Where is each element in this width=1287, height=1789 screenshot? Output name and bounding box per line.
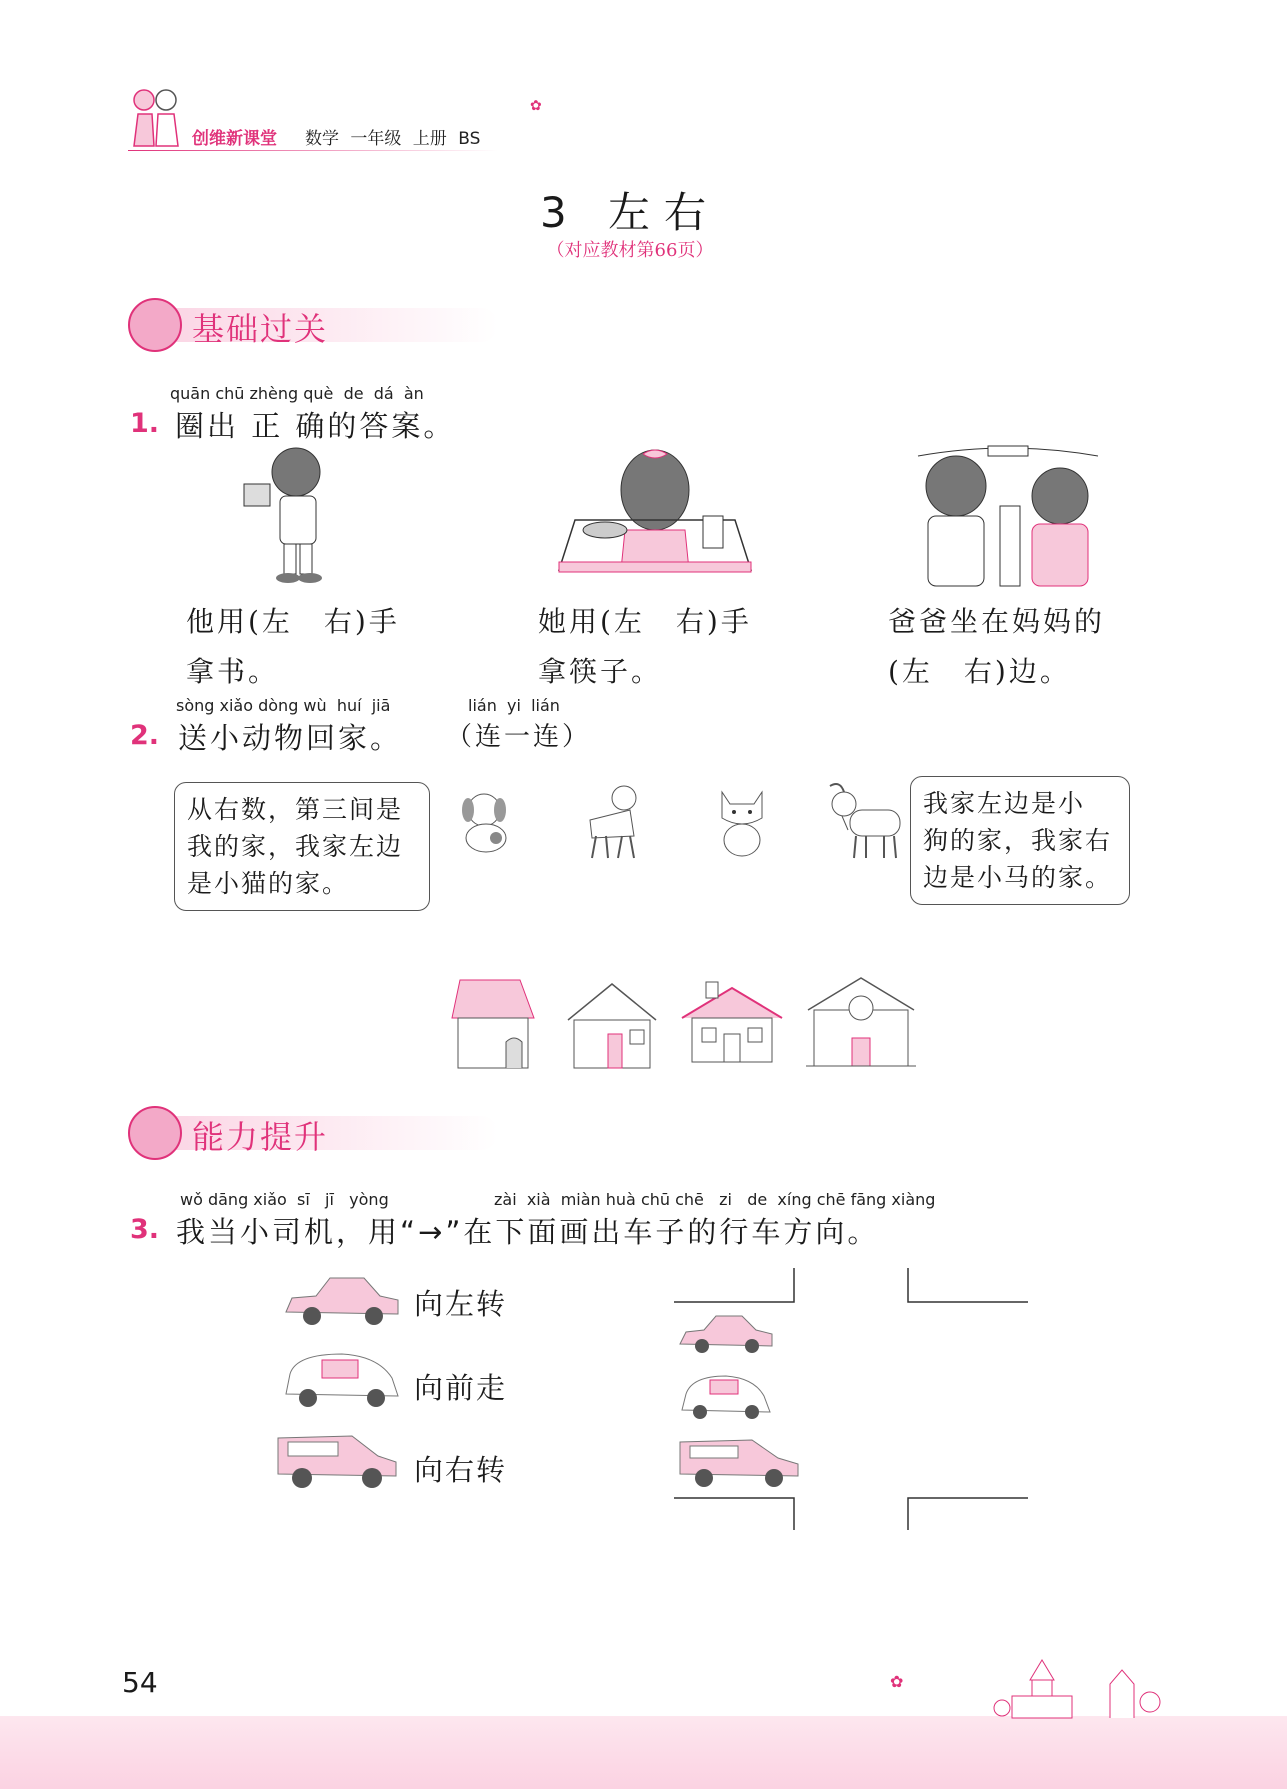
q1-item-1 (186, 597, 400, 697)
horse-icon[interactable] (578, 780, 648, 860)
q3-number: 3. (130, 1214, 160, 1245)
section-basic (128, 298, 508, 348)
girl-eating-illustration (555, 446, 755, 584)
girl-avatar-icon (128, 1106, 182, 1160)
bubble-right-line1: 我家左边是小 (923, 789, 1086, 818)
bubble-left-line3: 是小猫的家。 (187, 869, 350, 898)
sedan-icon (282, 1272, 402, 1328)
page-title: 3 左右 (539, 188, 721, 237)
q2-pinyin: sòng xiǎo dòng wù huí jiā (176, 696, 391, 715)
parents-in-car-illustration (908, 446, 1108, 592)
q3-pinyin: wǒ dāng xiǎo sī jī yòng (180, 1190, 389, 1209)
road-sedan-icon (678, 1312, 774, 1356)
bubble-left-line1: 从右数，第三间是 (187, 795, 404, 824)
section-advanced-label: 能力提升 (192, 1118, 329, 1156)
castle-decoration-icon (990, 1650, 1170, 1720)
car-label-left: 向左转 (414, 1287, 508, 1321)
house-2-icon[interactable] (566, 982, 658, 1070)
bubble-left (174, 782, 430, 911)
q2-text-2: （连一连） (446, 722, 592, 752)
q1-number: 1. (130, 408, 160, 439)
q1-text: 圈出 正 确的答案。 (175, 409, 456, 443)
car-label-right: 向右转 (414, 1453, 508, 1487)
q1-item-1-line2: 拿书。 (186, 655, 280, 688)
dog-icon[interactable] (456, 790, 516, 856)
q2-number: 2. (130, 720, 160, 751)
house-4-icon[interactable] (806, 976, 916, 1068)
car-label-forward: 向前走 (414, 1371, 508, 1405)
header-subject: 数学 一年级 上册 BS (305, 129, 481, 149)
q2-text: 送小动物回家。 (178, 721, 403, 755)
footer-band (0, 1716, 1287, 1789)
house-3-icon[interactable] (680, 982, 784, 1070)
q3-pinyin-2: zài xià miàn huà chū chē zi de xíng chē fāng xiàng (494, 1190, 936, 1209)
q1-item-3-line1: 爸爸坐在妈妈的 (888, 605, 1106, 638)
hatchback-icon (282, 1350, 402, 1412)
q1-item-1-line1[interactable]: 他用(左 右)手 (186, 605, 400, 638)
q1-item-2-line1[interactable]: 她用(左 右)手 (538, 605, 752, 638)
section-advanced (128, 1106, 508, 1156)
q1-item-3 (888, 597, 1105, 697)
q3-text: 我当小司机，用“→”在下面画出车子的行车方向。 (176, 1215, 880, 1249)
bubble-right-line2: 狗的家，我家右 (923, 826, 1113, 855)
q2-pinyin-2: lián yi lián (468, 696, 560, 715)
q1-item-2 (538, 597, 752, 697)
header-logo-icon (128, 86, 182, 148)
cat-icon[interactable] (712, 784, 772, 858)
q1-item-2-line2: 拿筷子。 (538, 655, 663, 688)
bubble-right (910, 776, 1130, 905)
q1-pinyin: quān chū zhèng què de dá àn (170, 384, 424, 403)
bubble-left-line2: 我的家，我家左边 (187, 832, 404, 861)
flower-icon: ✿ (890, 1672, 904, 1691)
van-icon (274, 1430, 400, 1492)
page-subtitle: （对应教材第66页） (546, 240, 714, 261)
boy-reading-illustration (238, 444, 338, 586)
section-basic-label: 基础过关 (192, 310, 329, 348)
girl-avatar-icon (128, 298, 182, 352)
header-brand: 创维新课堂 (192, 129, 277, 149)
q1-item-3-line2[interactable]: (左 右)边。 (888, 655, 1071, 688)
flower-icon: ✿ (530, 98, 542, 114)
road-hatchback-icon (680, 1374, 772, 1424)
header-divider (128, 150, 498, 151)
page-number: 54 (122, 1666, 158, 1699)
house-1-icon[interactable] (450, 978, 536, 1070)
bubble-right-line3: 边是小马的家。 (923, 863, 1113, 892)
goat-icon[interactable] (822, 780, 908, 860)
road-van-icon (678, 1436, 800, 1490)
